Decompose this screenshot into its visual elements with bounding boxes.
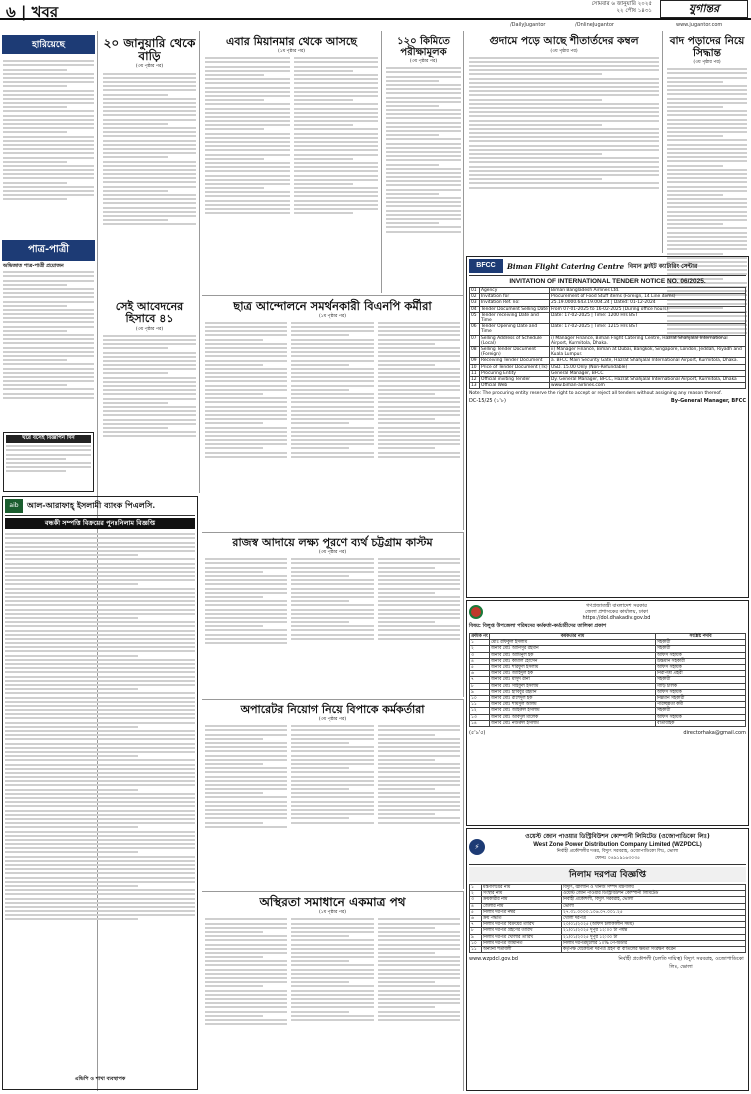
wzpdcl-cell: ১১ [470, 947, 482, 953]
wzpdcl-cell: নির্বাহী প্রকৌশলী, বিদ্যুৎ সরবরাহ, ভোলা [562, 897, 746, 903]
wzpdcl-table [469, 884, 746, 953]
bfcc-cell: Dy. General Manager, BFCC, Hazrat Shahjalal International Airport, Kurmitola, Dhaka [550, 377, 746, 383]
wzpdcl-address: নির্বাহী প্রকৌশলীর দপ্তর, বিদ্যুৎ সরবরাহ, ওজোপাডিকো লিঃ, ভোলা [556, 849, 679, 854]
dhaka-cell: ১ [470, 640, 490, 646]
dhaka-cell: জনাব মোঃ শরিফুল ইসলাম [490, 665, 656, 671]
home-body [103, 70, 196, 295]
dhaka-cell: মোঃ রফিকুল ইসলাম [490, 640, 656, 646]
wzpdcl-cell: নিলাম দরপত্রমূল্যের ১০% পে-অর্ডার [562, 940, 746, 946]
bank-logo-icon: aib [5, 499, 23, 513]
warehouse-body [469, 55, 659, 251]
warehouse-headline: গুদামে পড়ে আছে শীতার্তদের কম্বল [489, 35, 639, 47]
dhaka-cell: জনাব মোঃ রাশেদুল হক [490, 696, 656, 702]
operator-headline: অপারেটর নিয়োগ নিয়ে বিপাকে কর্মকর্তারা [240, 703, 425, 716]
page-number-section: ৬ | খবর [6, 3, 59, 21]
dhaka-cell: অফিস সহায়ক [656, 665, 746, 671]
dhaka-row [470, 720, 746, 726]
dhaka-cell: নিরাপত্তা প্রহরী [656, 671, 746, 677]
missing-banner: হারিয়েছে [2, 35, 95, 54]
bfcc-cell: 10 [470, 364, 480, 370]
dhaka-cell: জনাব মোঃ মাসুদ রানা [490, 677, 656, 683]
instability-body-a [205, 916, 287, 1086]
wzpdcl-name-bn: ওয়েস্ট জোন পাওয়ার ডিস্ট্রিবিউশন কোম্পানী লিমিটেড (ওজোপাডিকো লিঃ) [525, 833, 710, 840]
dhaka-cell: সহকারী [656, 646, 746, 652]
bfcc-cell: 13 [470, 383, 480, 389]
wzpdcl-cell: নিলাম দরপত্র জামানত [482, 940, 562, 946]
customs-body-b [291, 556, 373, 691]
myanmar-body-b [294, 55, 379, 291]
instability-story [202, 891, 464, 1091]
myanmar-story [202, 31, 382, 293]
bfcc-cell: 02 [470, 294, 480, 300]
myanmar-headline: এবার মিয়ানমার থেকে আসছে [226, 35, 357, 48]
dhaka-web[interactable]: https://dol.dhakadiv.gov.bd [582, 615, 651, 621]
dhaka-head-name: কর্মকর্তার নাম [490, 634, 656, 640]
wzpdcl-cell: নিলাম দরপত্র গ্রহণের তারিখ [482, 928, 562, 934]
dhaka-cell: অফিস সহায়ক [656, 714, 746, 720]
social-bar [0, 21, 751, 29]
bfcc-cell: Invitation for [480, 294, 550, 300]
dhaka-subject: বিষয়: বিলুপ্ত উপজেলা পরিষদের কর্মকর্তা-কর্মচারীদের তালিকা প্রকাশ [469, 623, 607, 629]
wzpdcl-auction-title: নিলাম দরপত্র বিজ্ঞপ্তি [469, 867, 746, 882]
wzpdcl-cell: খোলা দরপত্র [562, 916, 746, 922]
dhaka-cell: সহকারী [656, 640, 746, 646]
student-story [202, 295, 464, 530]
dhaka-cell: ৬ [470, 671, 490, 677]
bfcc-cell: ii) Manager Finance, Biman at Dubai, Bangkok, Singapore, London, Jeddah, Riyadh and Kuala Lumpur. [550, 347, 746, 358]
bfcc-cell: Tender Document Selling Date [481, 306, 548, 312]
bfcc-cell: 03 [470, 300, 480, 306]
bfcc-cell: Official inviting Tender [480, 377, 550, 383]
masthead [0, 0, 751, 20]
government-seal-icon [469, 605, 483, 619]
wzpdcl-cell: ৩ [470, 897, 482, 903]
bfcc-notes: Note: The procuring entity reserve the right to accept or reject all tenders without assigning any reason thereof. [469, 391, 722, 397]
dhaka-cell: জনাব মোঃ জহিরুল ইসলাম [490, 708, 656, 714]
bank-notice [2, 496, 198, 1090]
bfcc-cell: Tender Opening Date and Time [480, 324, 550, 335]
operator-body-a [205, 723, 287, 883]
wzpdcl-cell: ৪ [470, 903, 482, 909]
dhaka-email[interactable]: directorhaka@gmail.com [683, 730, 746, 737]
bfcc-cell: a. BFCC Main Security Gate, Hazrat Shahjalal International Airport, Kurmitola, Dhaka. [550, 358, 746, 364]
bfcc-tender [466, 256, 749, 598]
social-online[interactable]: /OnlineJugantor [575, 22, 614, 28]
wzpdcl-cell: ক্রয় পদ্ধতি [482, 916, 562, 922]
bfcc-cell: Procurement of Food Stuff items (Foreign, 14 Line items) [550, 294, 746, 300]
wzpdcl-web[interactable]: www.wzpdcl.gov.bd [469, 956, 518, 963]
bfcc-logo-icon: BFCC [469, 259, 503, 273]
bfcc-row [470, 383, 746, 389]
student-body-a [205, 320, 287, 525]
dhaka-cell: ১০ [470, 696, 490, 702]
dhaka-cell: নিম্নমান সহকারী [656, 696, 746, 702]
patro-subtitle: অভিজাত পাত্র-পাত্রী প্রয়োজন [3, 263, 64, 269]
section-name: খবর [31, 3, 59, 21]
bfcc-cell: Date: 17-02-2025 | Time: 1215 Hrs BST [550, 324, 746, 335]
bank-signature: এভিপি ও শাখা ব্যবস্থাপক [74, 1076, 126, 1082]
dhaka-cell: ১২ [470, 708, 490, 714]
bfcc-row [470, 377, 746, 383]
wzpdcl-name-en: West Zone Power Distribution Company Limited (WZPDCL) [533, 842, 702, 848]
customs-headline: রাজস্ব আদায়ে লক্ষ্য পূরণে ব্যর্থ চট্টগ্রাম কাস্টম [232, 536, 433, 549]
patro-ads [0, 269, 97, 429]
instability-body-b [291, 916, 373, 1086]
myanmar-continuation: (১ম পৃষ্ঠার পর) [277, 49, 306, 55]
dhaka-cell: ১৩ [470, 714, 490, 720]
dhaka-cell: জনাব মোঃ কামাল হোসেন [490, 658, 656, 664]
bfcc-invitation: INVITATION OF INTERNATIONAL TENDER NOTICE NO. 06/2025. [509, 278, 706, 285]
bfcc-cell: Biman Bangladesh Airlines Ltd. [550, 288, 746, 294]
page-number: ৬ [6, 3, 16, 21]
km120-continuation: (৩য় পৃষ্ঠার পর) [409, 59, 438, 64]
operator-story [202, 699, 464, 889]
missing-ads [0, 58, 97, 238]
bfcc-row [470, 312, 746, 323]
wzpdcl-sign: নির্বাহী প্রকৌশলী (চলতি দায়িত্ব) বিদ্যুৎ সরবরাহ, ওজোপাডিকো লিঃ, ভোলা [618, 956, 744, 971]
home-continuation: (৩য় পৃষ্ঠার পর) [135, 64, 164, 70]
bfcc-cell: Procuring Entity [480, 370, 550, 376]
myanmar-body-a [205, 55, 290, 291]
bfcc-cell: USD. 15.00 Only (Non-Refundable) [550, 364, 746, 370]
wzpdcl-cell: ২৭.৩১.০০০০.১০৬.০৭.০০১.২৫ [562, 909, 746, 915]
wzpdcl-cell: ওয়েস্ট জোন পাওয়ার ডিস্ট্রিবিউশন কোম্পানী লিমিটেড [562, 891, 746, 897]
bfcc-cell: www.biman-airlines.com [550, 383, 746, 389]
patro-banner: পাত্র-পাত্রী [2, 240, 95, 261]
wzpdcl-logo-icon: ⚡ [469, 839, 485, 855]
dhaka-cell: ৭ [470, 677, 490, 683]
bfcc-cell: 04 [470, 306, 480, 312]
bfcc-signature: By-General Manager, BFCC [670, 398, 746, 405]
bfcc-ref: DC-15/25 (১'৮) [469, 398, 506, 405]
dhaka-cell: সহকারী [656, 677, 746, 683]
bfcc-cell: Agency [480, 288, 550, 294]
bfcc-cell: General Manager, BFCC [550, 370, 746, 376]
sheba-body [103, 333, 196, 493]
dhaka-cell: ৯ [470, 689, 490, 695]
wzpdcl-cell: অন্যান্য শর্তাবলী [482, 947, 562, 953]
bfcc-table [469, 287, 746, 389]
dhaka-cell: উচ্চমান সহকারী [656, 658, 746, 664]
bfcc-cell: 25.19.0000.643.19.004.24 | Dated: 01-12-2024 [550, 300, 746, 306]
bfcc-cell: 07 [470, 335, 480, 346]
bfcc-row [470, 358, 746, 364]
dhaka-cell: সহকারী [656, 708, 746, 714]
customs-continuation: (৩য় পৃষ্ঠার পর) [318, 550, 347, 556]
bfcc-cell: 12 [470, 377, 480, 383]
wzpdcl-cell: ২১/০১/২০২৫ দুপুর ১২:৩০ টা [562, 934, 746, 940]
wzpdcl-cell: ২ [470, 891, 482, 897]
gov-line-1: গণপ্রজাতন্ত্রী বাংলাদেশ সরকার [586, 603, 647, 609]
bfcc-cell: Selling Address of Schedule (Local) [480, 335, 550, 346]
exam-headline: বাদ পড়াদের নিয়ে সিদ্ধান্ত [669, 35, 745, 59]
dhaka-cell: ৩ [470, 652, 490, 658]
bfcc-cell: Invitation Ref. no: [480, 300, 550, 306]
bfcc-cell: From 07-01-2025 to 16-02-2025 (During office hours). [550, 306, 746, 312]
wzpdcl-cell: ২১/০১/২০২৫ দুপুর ১২:০০ টা পর্যন্ত [562, 928, 746, 934]
wzpdcl-cell: নিলাম দরপত্র নম্বর [482, 909, 562, 915]
operator-continuation: (৩য় পৃষ্ঠার পর) [318, 717, 347, 723]
dhaka-ref: (৫'৯'৫) [469, 730, 486, 737]
bfcc-cell: 06 [470, 324, 480, 335]
date-block [572, 1, 652, 15]
wzpdcl-cell: নিলাম দরপত্র খোলার তারিখ [482, 934, 562, 940]
bfcc-cell: 08 [470, 347, 480, 358]
bfcc-cell: Price of Tender Document (Tk) [481, 364, 548, 370]
bfcc-cell: Date: 17-02-2025 | Time: 1200 Hrs BST [550, 312, 746, 323]
wzpdcl-cell: ৭ [470, 922, 482, 928]
bfcc-name: Biman Flight Catering Centre [507, 261, 625, 271]
student-continuation: (১ম পৃষ্ঠার পর) [318, 313, 347, 319]
dhaka-cell: জনাব মোঃ সাইফুল ইসলাম [490, 683, 656, 689]
warehouse-continuation: (৩য় পৃষ্ঠার পর) [550, 48, 578, 54]
exam-continuation: (৩য় পৃষ্ঠার পর) [693, 60, 721, 66]
wzpdcl-cell: ১ [470, 885, 482, 891]
wzpdcl-cell: ক্রয়কারীর নাম [482, 897, 562, 903]
bfcc-cell: 05 [470, 312, 480, 323]
dhaka-cell: গাড়ি চালক [656, 683, 746, 689]
wzpdcl-cell: নিলাম দরপত্র বিক্রয়ের তারিখ [482, 922, 562, 928]
wzpdcl-row [470, 947, 746, 953]
operator-body-b [291, 723, 373, 883]
bfcc-cell: 09 [470, 358, 480, 364]
wzpdcl-cell: মন্ত্রণালয়ের নাম [482, 885, 562, 891]
wzpdcl-phone: ফোনঃ ০৪৯১৯১৬৩০৩৫ [594, 856, 641, 861]
wzpdcl-cell: ভোলা [562, 903, 746, 909]
bfcc-cell: Official Web [480, 383, 550, 389]
dhaka-cell: ৫ [470, 665, 490, 671]
dhaka-cell: বার্তাবাহক [656, 720, 746, 726]
ad-booking-box [3, 432, 94, 492]
bank-notice-body [5, 531, 195, 1076]
gov-line-2: জেলা প্রশাসকের কার্যালয়, ঢাকা [585, 609, 648, 615]
wzpdcl-cell: বিদ্যুৎ, জ্বালানি ও খনিজ সম্পদ মন্ত্রণালয় [562, 885, 746, 891]
student-body-c [378, 320, 460, 525]
bank-notice-title: বন্ধকী সম্পত্তি বিক্রয়ের পুনঃনিলাম বিজ্ঞপ্তি [5, 518, 195, 529]
wzpdcl-cell: ৮ [470, 928, 482, 934]
dhaka-notice [466, 600, 749, 826]
student-body-b [291, 320, 373, 525]
wzpdcl-cell: ৬ [470, 916, 482, 922]
dhaka-cell: অফিস সহায়ক [656, 652, 746, 658]
dhaka-cell: জনাব মোঃ আবদুল মালেক [490, 714, 656, 720]
dhaka-cell: ১১ [470, 702, 490, 708]
student-headline: ছাত্র আন্দোলনে সমর্থনকারী বিএনপি কর্মীরা [233, 299, 432, 313]
home-headline: ২০ জানুয়ারি থেকে বাড়ি [103, 36, 196, 64]
wzpdcl-cell: ২০/০১/২০২৫ (অফিস চলাকালীন সময়) [562, 922, 746, 928]
wzpdcl-cell: ১০ [470, 940, 482, 946]
bfcc-name-bn: বিমান ফ্লাইট ক্যাটারিং সেন্টার [628, 262, 698, 270]
dhaka-cell: জনাব মোঃ হাবিবুর রহমান [490, 689, 656, 695]
km120-story [384, 31, 464, 321]
instability-headline: অস্থিরতা সমাধানে একমাত্র পথ [259, 895, 406, 909]
dhaka-cell: জনাব মোঃ আনিসুর রহমান [490, 646, 656, 652]
wzpdcl-cell: জেলার নাম [482, 903, 562, 909]
dhaka-cell: ৮ [470, 683, 490, 689]
instability-body-c [378, 916, 460, 1086]
website-link[interactable]: www.jugantor.com [676, 22, 723, 28]
wzpdcl-notice [466, 828, 749, 1091]
bfcc-cell: Tender receiving Date and Time [480, 312, 550, 323]
bfcc-cell: Selling Tender Document (Foreign) [480, 347, 550, 358]
dhaka-cell: অফিস সহায়ক [656, 689, 746, 695]
date-line-1: সোমবার ৬ জানুয়ারি ২০২৫ [591, 1, 652, 7]
social-facebook[interactable]: /DailyJugantor [510, 22, 546, 28]
dhaka-cell: পরিচ্ছন্নতা কর্মী [656, 702, 746, 708]
bfcc-cell: 01 [470, 288, 480, 294]
bfcc-row [470, 335, 746, 346]
dhaka-cell: জনাব মোঃ জাহিদুল হক [490, 671, 656, 677]
column-2 [100, 31, 200, 493]
dhaka-cell: জনাব মোঃ আমিনুল হক [490, 652, 656, 658]
newspaper-logo: যুগান্তর [660, 0, 748, 18]
wzpdcl-cell: সংস্থার নাম [482, 891, 562, 897]
dhaka-head-designation: সংশ্লিষ্ট পদবি [656, 634, 746, 640]
sheba-headline: সেই আবেদনের হিসাবে ৪১ [115, 300, 184, 326]
dhaka-table [469, 633, 746, 727]
bfcc-cell: Receiving Tender Document [480, 358, 550, 364]
wzpdcl-cell: ৯ [470, 934, 482, 940]
dhaka-head-serial: ক্রমিক নং [471, 634, 488, 639]
dhaka-cell: ২ [470, 646, 490, 652]
sheba-continuation: (৩য় পৃষ্ঠার পর) [135, 326, 164, 332]
ad-booking-title: ঘরে বসেই বিজ্ঞাপন দিন [6, 435, 91, 443]
customs-body-a [205, 556, 287, 691]
km120-headline: ১২০ কিমিতে পরীক্ষামূলক [397, 36, 450, 58]
wzpdcl-cell: কর্তৃপক্ষ যেকোনো দরপত্র গ্রহণ বা বাতিলের ক্ষমতা সংরক্ষণ করেন [562, 947, 746, 953]
bfcc-cell: i) Manager Finance, Biman Flight Catering Centre, Hazrat Shahjalal International Airport, Kurmitola, Dhaka. [550, 335, 746, 346]
dhaka-cell: ৪ [470, 658, 490, 664]
bfcc-row [470, 347, 746, 358]
warehouse-story [466, 31, 663, 253]
dhaka-cell: জনাব মোঃ শামসুল আলম [490, 702, 656, 708]
dhaka-cell: জনাব মোঃ নজরুল ইসলাম [490, 720, 656, 726]
customs-story [202, 532, 464, 697]
operator-body-c [378, 723, 460, 883]
bfcc-cell: 11 [470, 370, 480, 376]
instability-continuation: (১ম পৃষ্ঠার পর) [318, 910, 347, 916]
bfcc-row [470, 324, 746, 335]
customs-body-c [378, 556, 460, 691]
bank-name: আল-আরাফাহ্ ইসলামী ব্যাংক পিএলসি. [27, 499, 156, 510]
dhaka-cell: ১৪ [470, 720, 490, 726]
date-line-2: ২২ পৌষ ১৪৩১ [616, 8, 652, 14]
km120-body [386, 65, 461, 315]
wzpdcl-cell: ৫ [470, 909, 482, 915]
